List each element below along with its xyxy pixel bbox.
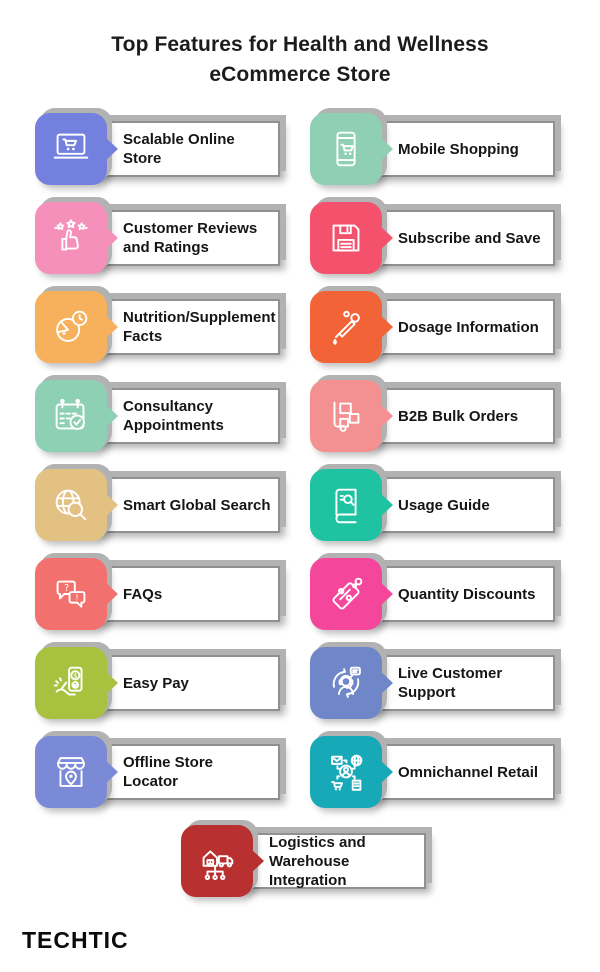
feature-b2b-bulk-orders	[310, 380, 555, 452]
omni-grid-icon	[310, 736, 382, 808]
feature-omnichannel-retail	[310, 736, 555, 808]
handtruck-boxes-icon	[310, 380, 382, 452]
phone-cart-icon	[310, 113, 382, 185]
headset-agent-icon	[310, 647, 382, 719]
feature-smart-global-search	[35, 469, 280, 541]
techtic-logo: TECHTIC	[22, 927, 129, 953]
feature-label: Scalable Online Store	[123, 131, 235, 167]
feature-consultancy-appointments	[35, 380, 280, 452]
feature-customer-reviews	[35, 202, 280, 274]
feature-label: Dosage Information	[398, 318, 539, 336]
dropper-icon	[310, 291, 382, 363]
feature-label: Quantity Discounts	[398, 585, 536, 603]
feature-subscribe-save	[310, 202, 555, 274]
feature-label: FAQs	[123, 585, 163, 603]
feature-label-box	[366, 121, 555, 177]
feature-label-box	[91, 744, 280, 800]
svg-text:!: !	[75, 593, 79, 604]
feature-label-box	[91, 121, 280, 177]
chat-bubbles-icon	[35, 558, 107, 630]
feature-label-box	[366, 299, 555, 355]
feature-label: Logistics and Warehouse Integration	[269, 833, 366, 889]
feature-label-box	[366, 388, 555, 444]
feature-label-box	[91, 477, 280, 533]
feature-label: Nutrition/Supplement Facts	[123, 309, 276, 345]
feature-usage-guide	[310, 469, 555, 541]
feature-label: Omnichannel Retail	[398, 763, 539, 781]
floppy-disk-icon	[310, 202, 382, 274]
feature-label: Consultancy Appointments	[123, 398, 224, 434]
title-line-2: eCommerce Store	[209, 63, 391, 86]
pie-clock-icon	[35, 291, 107, 363]
feature-label-box	[366, 744, 555, 800]
feature-label-box	[91, 566, 280, 622]
feature-label: Customer Reviews and Ratings	[123, 220, 258, 256]
store-pin-icon	[35, 736, 107, 808]
feature-faqs	[35, 558, 280, 630]
feature-label: Live Customer Support	[398, 665, 503, 701]
warehouse-flow-icon	[181, 825, 253, 897]
page-title	[0, 30, 600, 90]
feature-label-box	[91, 655, 280, 711]
feature-scalable-online-store	[35, 113, 280, 185]
feature-label: Usage Guide	[398, 496, 490, 514]
laptop-cart-icon	[35, 113, 107, 185]
feature-offline-store-locator	[35, 736, 280, 808]
thumbsup-stars-icon	[35, 202, 107, 274]
book-search-icon	[310, 469, 382, 541]
feature-label: Mobile Shopping	[398, 140, 519, 158]
feature-label-box	[366, 477, 555, 533]
calendar-check-icon	[35, 380, 107, 452]
feature-label-box	[91, 388, 280, 444]
feature-logistics-warehouse	[181, 825, 426, 897]
feature-label-box	[237, 833, 426, 889]
feature-mobile-shopping	[310, 113, 555, 185]
feature-label-box	[91, 210, 280, 266]
feature-label: Offline Store Locator	[123, 754, 214, 790]
tag-percent-icon	[310, 558, 382, 630]
hand-money-icon	[35, 647, 107, 719]
features-grid	[0, 113, 600, 808]
feature-label-box	[366, 210, 555, 266]
feature-label: Smart Global Search	[123, 496, 271, 514]
svg-text:$: $	[73, 670, 78, 680]
feature-quantity-discounts	[310, 558, 555, 630]
feature-easy-pay	[35, 647, 280, 719]
title-line-1: Top Features for Health and Wellness	[111, 33, 489, 56]
svg-text:?: ?	[64, 583, 70, 595]
feature-label-box	[91, 299, 280, 355]
feature-label: Subscribe and Save	[398, 229, 541, 247]
feature-dosage-information	[310, 291, 555, 363]
feature-nutrition-facts	[35, 291, 280, 363]
feature-label-box	[366, 655, 555, 711]
feature-label: B2B Bulk Orders	[398, 407, 519, 425]
feature-live-customer-support	[310, 647, 555, 719]
globe-search-icon	[35, 469, 107, 541]
feature-label-box	[366, 566, 555, 622]
feature-label: Easy Pay	[123, 674, 189, 692]
